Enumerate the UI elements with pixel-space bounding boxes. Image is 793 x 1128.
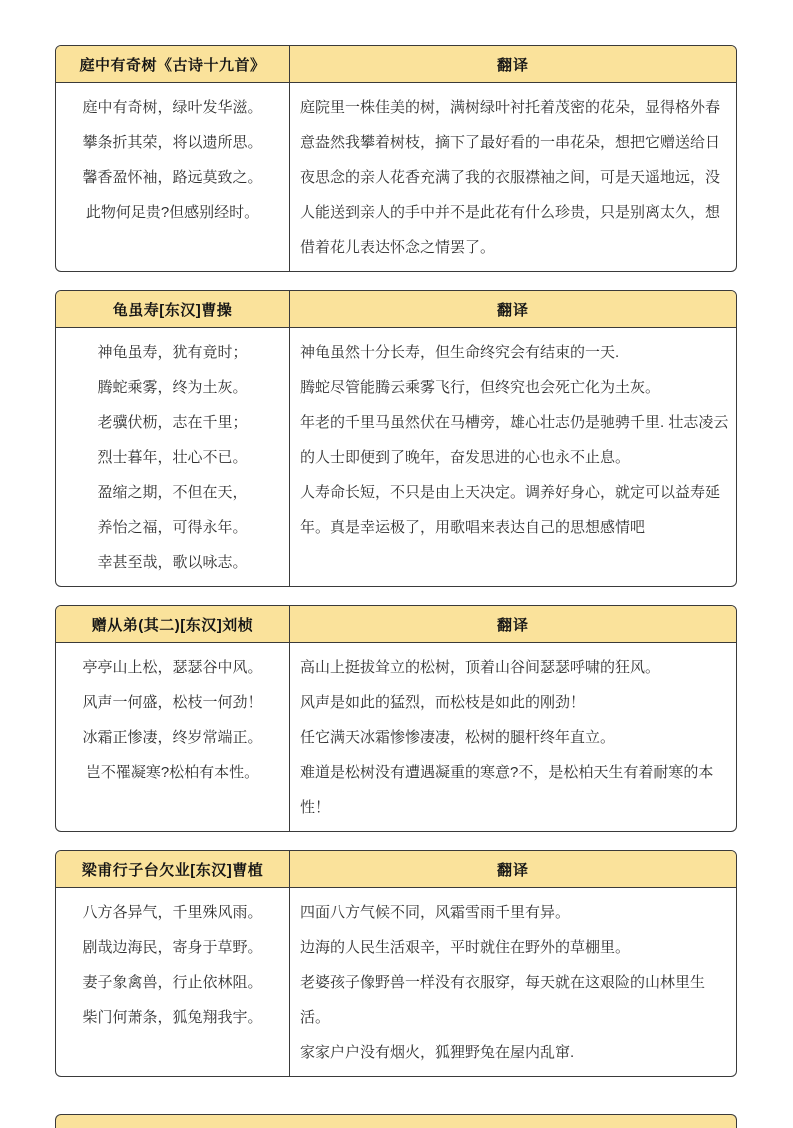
poem-table-3: [55, 605, 737, 832]
poem-line: 岂不罹凝寒?松柏有本性。: [85, 764, 260, 781]
poem-line: 老骥伏枥，志在千里；: [97, 414, 248, 431]
poem-table-2: [55, 290, 737, 587]
poem-table-1-body: [56, 83, 736, 271]
poem-line: 八方各异气，千里殊风雨。: [82, 904, 263, 921]
translation-paragraph: 庭院里一株佳美的树，满树绿叶衬托着茂密的花朵，显得格外春意盎然我攀着树枝，摘下了最好看的一串花朵，想把它赠送给日夜思念的亲人花香充满了我的衣服襟袖之间，可是天遥地远，没人能送到亲人的手中并不是此花有什么珍贵，只是别离太久，想借着花儿表达怀念之情罢了。: [300, 99, 721, 256]
poem-table-2-header: [56, 291, 736, 328]
translation-column: [290, 888, 736, 1076]
poem-line: 攀条折其荣，将以遗所思。: [82, 134, 263, 151]
poem-table-4: [55, 850, 737, 1077]
poem-line: 亭亭山上松，瑟瑟谷中风。: [82, 659, 263, 676]
poem-column: [56, 643, 290, 831]
poem-line: 腾蛇乘雾，终为土灰。: [97, 379, 248, 396]
poem-table-1: [55, 45, 737, 272]
poem-line: 盈缩之期，不但在天，: [97, 484, 248, 501]
translation-paragraph: 风声是如此的猛烈，而松枝是如此的刚劲！: [300, 694, 586, 711]
translation-paragraph: 难道是松树没有遭遇凝重的寒意?不，是松柏天生有着耐寒的本性！: [300, 764, 714, 816]
poem-table-2-body: [56, 328, 736, 586]
translation-header-label: 翻译: [496, 301, 529, 319]
translation-paragraph: 四面八方气候不同，风霜雪雨千里有异。: [300, 904, 571, 921]
translation-paragraph: 神龟虽然十分长寿，但生命终究会有结束的一天.: [300, 344, 620, 361]
poem-line: 幸甚至哉，歌以咏志。: [97, 554, 248, 571]
translation-header-label: 翻译: [496, 861, 529, 879]
poem-line: 神龟虽寿，犹有竟时；: [97, 344, 248, 361]
poem-title: 梁甫行子台欠业[东汉]曹植: [56, 851, 290, 887]
poem-line: 冰霜正惨凄，终岁常端正。: [82, 729, 263, 746]
poem-title: 龟虽寿[东汉]曹操: [56, 291, 290, 327]
poem-line: 妻子象禽兽，行止依林阻。: [82, 974, 263, 991]
next-table-partial-header: [55, 1114, 737, 1128]
poem-line: 剧哉边海民，寄身于草野。: [82, 939, 263, 956]
poem-title: 庭中有奇树《古诗十九首》: [56, 46, 290, 82]
translation-paragraph: 高山上挺拔耸立的松树，顶着山谷间瑟瑟呼啸的狂风。: [300, 659, 661, 676]
translation-column: [290, 643, 736, 831]
poem-column: [56, 83, 290, 271]
poem-line: 养怡之福，可得永年。: [97, 519, 248, 536]
poem-line: 庭中有奇树，绿叶发华滋。: [82, 99, 263, 116]
translation-column: [290, 83, 736, 271]
translation-paragraph: 腾蛇尽管能腾云乘雾飞行，但终究也会死亡化为土灰。: [300, 379, 661, 396]
poem-column: [56, 328, 290, 586]
poem-line: 风声一何盛，松枝一何劲！: [82, 694, 263, 711]
poem-line: 馨香盈怀袖，路远莫致之。: [82, 169, 263, 186]
poem-line: 柴门何萧条，狐兔翔我宇。: [82, 1009, 263, 1026]
translation-header-label: 翻译: [496, 616, 529, 634]
poem-table-3-header: [56, 606, 736, 643]
poem-line: 此物何足贵?但感别经时。: [85, 204, 260, 221]
poem-table-1-header: [56, 46, 736, 83]
poem-table-3-body: [56, 643, 736, 831]
translation-paragraph: 任它满天冰霜惨惨凄凄，松树的腿杆终年直立。: [300, 729, 616, 746]
poem-table-4-header: [56, 851, 736, 888]
translation-column: [290, 328, 736, 586]
poem-line: 烈士暮年，壮心不已。: [97, 449, 248, 466]
translation-paragraph: 人寿命长短，不只是由上天决定。调养好身心，就定可以益寿延年。真是幸运极了，用歌唱来表达自己的思想感情吧: [300, 484, 721, 536]
translation-paragraph: 年老的千里马虽然伏在马槽旁，雄心壮志仍是驰骋千里. 壮志凌云的人士即便到了晚年，奋发思进的心也永不止息。: [300, 414, 729, 466]
translation-paragraph: 边海的人民生活艰辛，平时就住在野外的草棚里。: [300, 939, 631, 956]
translation-header-label: 翻译: [496, 56, 529, 74]
translation-paragraph: 老婆孩子像野兽一样没有衣服穿，每天就在这艰险的山林里生活。: [300, 974, 706, 1026]
poem-title: 赠从弟(其二)[东汉]刘桢: [56, 606, 290, 642]
poem-table-4-body: [56, 888, 736, 1076]
poem-column: [56, 888, 290, 1076]
translation-paragraph: 家家户户没有烟火，狐狸野兔在屋内乱窜.: [300, 1044, 575, 1061]
